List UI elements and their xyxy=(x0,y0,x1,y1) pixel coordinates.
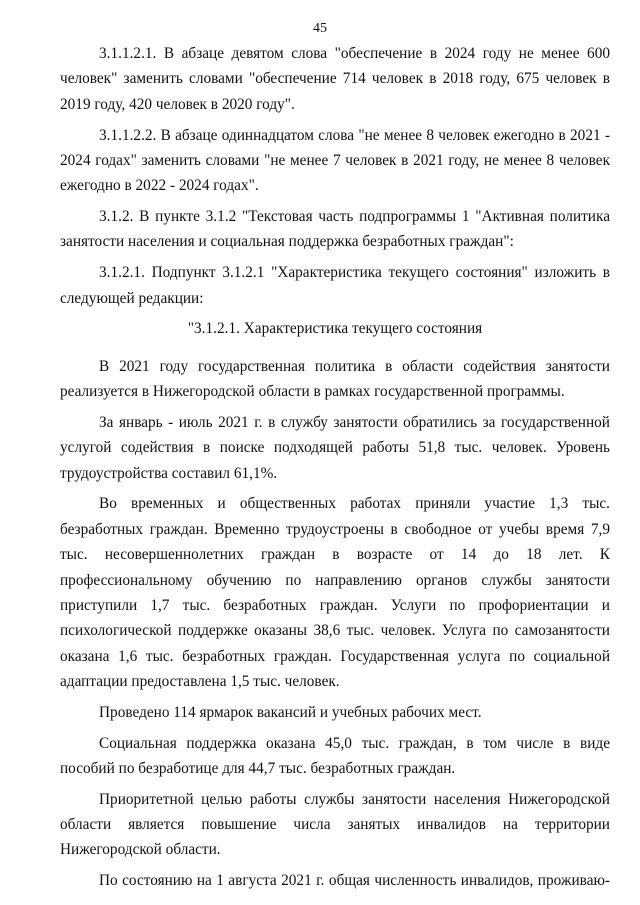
document-body xyxy=(60,41,610,899)
paragraph-3-1-2: 3.1.2. В пункте 3.1.2 "Текстовая часть подпрограммы 1 "Активная политика занятости населения и социальная поддержка безработных граждан": xyxy=(60,208,610,251)
paragraph-priority-goal: Приоритетной целью работы службы занятости населения Нижегородской области является повышение числа занятых инвалидов на территории Нижегородской области. xyxy=(60,790,610,859)
paragraph-august-status: По состоянию на 1 августа 2021 г. общая численность инвалидов, проживаю- xyxy=(99,872,610,890)
paragraph-social-support: Социальная поддержка оказана 45,0 тыс. граждан, в том числе в виде пособий по безработице для 44,7 тыс. безработных граждан. xyxy=(60,734,610,777)
paragraph-3-1-1-2-2: 3.1.1.2.2. В абзаце одиннадцатом слова "не менее 8 человек ежегодно в 2021 - 2024 годах" заменить словами "не менее 7 человек в 2021 году, не менее 8 человек ежегодно в 2022 - 2024 годах". xyxy=(60,126,610,195)
paragraph-job-fairs: Проведено 114 ярмарок вакансий и учебных рабочих мест. xyxy=(99,703,482,721)
paragraph-temporary-works: Во временных и общественных работах приняли участие 1,3 тыс. безработных граждан. Временно трудоустроены в свободное от учебы время 7,9 тыс. несовершеннолетних граждан в возрасте от 14 до 18 лет. К профессиональному обучению по направлению органов службы занятости приступили 1,7 тыс. безработных граждан. Услуги по профориентации и психологической поддержке оказаны 38,6 тыс. человек. Услуга по самозанятости оказана 1,6 тыс. безработных граждан. Государственная услуга по социальной адаптации предоставлена 1,5 тыс. человек. xyxy=(60,495,610,691)
paragraph-january-july: За январь - июль 2021 г. в службу занятости обратились за государственной услугой содействия в поиске подходящей работы 51,8 тыс. человек. Уровень трудоустройства составил 61,1%. xyxy=(60,413,610,482)
paragraph-3-1-1-2-1: 3.1.1.2.1. В абзаце девятом слова "обеспечение в 2024 году не менее 600 человек" заменить словами "обеспечение 714 человек в 2018 году, 675 человек в 2019 году, 420 человек в 2020 году". xyxy=(60,45,610,113)
paragraph-state-policy: В 2021 году государственная политика в области содействия занятости реализуется в Нижегородской области в рамках государственной программы. xyxy=(60,357,610,401)
section-heading: "3.1.2.1. Характеристика текущего состояния xyxy=(187,320,483,338)
page-number: 45 xyxy=(313,21,327,36)
paragraph-3-1-2-1: 3.1.2.1. Подпункт 3.1.2.1 "Характеристика текущего состояния" изложить в следующей редакции: xyxy=(60,264,610,307)
